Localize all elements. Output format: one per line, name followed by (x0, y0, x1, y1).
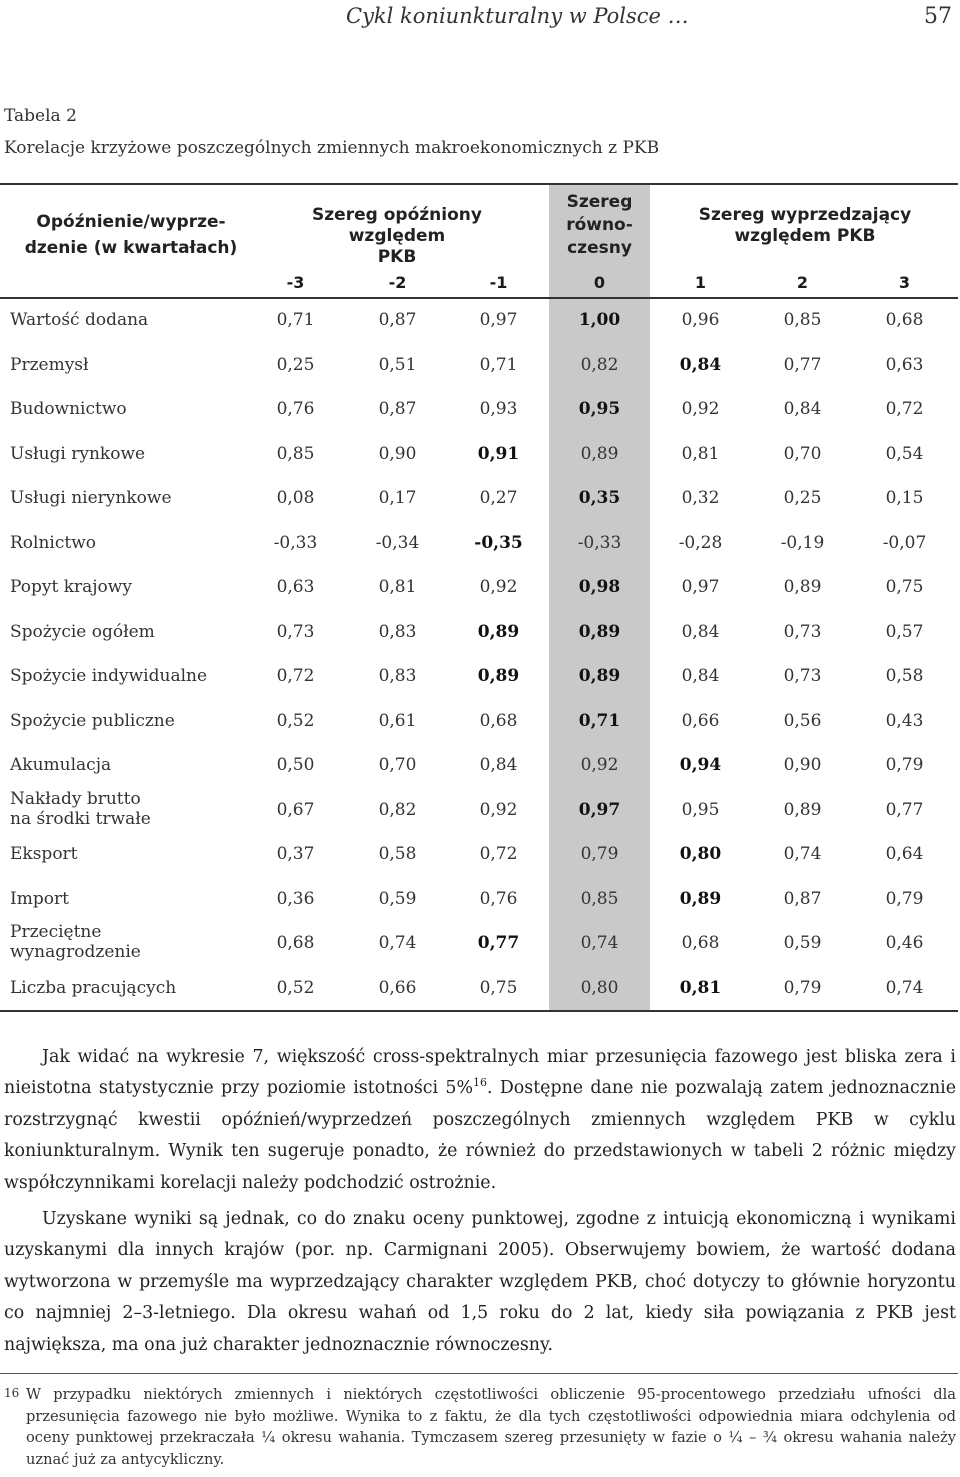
table-row (0, 833, 958, 877)
row-label: Liczba pracujących (10, 977, 177, 998)
correlation-cell: 0,87 (378, 399, 417, 419)
correlation-cell: 0,77 (783, 354, 822, 375)
correlation-cell: 0,89 (578, 666, 621, 686)
paragraph-1-continuation: . Dostępne dane nie pozwalają zatem jednoznacznie rozstrzygnąć kwestii opóźnień/wyprzedzeń poszczególnych zmiennych względem PKB w cyklu koniunkturalnym. Wynik ten sugeruje ponadto, że również do przedstawionych w tabeli 2 różnic między współczynnikami korelacji należy podchodzić ostrożnie. (4, 1078, 956, 1193)
correlation-cell: 0,89 (477, 621, 520, 642)
correlation-cell: 0,74 (580, 933, 619, 953)
correlation-cell: 0,76 (276, 399, 315, 419)
correlation-cell: 0,73 (276, 621, 315, 642)
row-label: Usługi rynkowe (10, 443, 146, 464)
correlation-cell: 0,36 (276, 888, 315, 909)
correlation-cell: 0,84 (681, 666, 720, 686)
correlation-cell: 0,87 (378, 310, 417, 330)
correlation-cell: 0,89 (578, 621, 621, 642)
correlation-cell: 0,35 (578, 488, 621, 508)
header-lagging-group: Szereg opóźniony względem PKB (312, 205, 482, 267)
correlation-cell: 0,71 (479, 354, 518, 375)
correlation-cell: 0,75 (885, 577, 924, 597)
lag-header: 3 (898, 273, 911, 292)
correlation-cell: 0,93 (479, 399, 518, 419)
correlation-cell: 0,96 (681, 310, 720, 330)
correlation-cell: 0,91 (477, 443, 520, 464)
correlation-cell: 0,79 (783, 977, 822, 998)
correlation-cell: 0,25 (276, 354, 315, 375)
page-number: 57 (924, 4, 952, 29)
correlation-cell: 0,89 (679, 888, 722, 909)
correlation-cell: 0,82 (378, 799, 417, 820)
correlation-cell: 0,17 (378, 488, 417, 508)
lag-header: -3 (286, 273, 305, 292)
correlation-cell: 0,83 (378, 621, 417, 642)
correlation-cell: 0,82 (580, 354, 619, 375)
correlation-cell: 0,51 (378, 354, 417, 375)
correlation-cell: 0,85 (276, 443, 315, 464)
correlation-cell: 0,52 (276, 710, 315, 731)
correlation-cell: 0,68 (276, 933, 315, 953)
correlation-cell: 0,92 (479, 577, 518, 597)
correlation-cell: 0,92 (681, 399, 720, 419)
correlation-cell: -0,07 (882, 532, 927, 553)
correlation-cell: 0,92 (580, 755, 619, 775)
paragraph-1-text: Jak widać na wykresie 7, większość cross-spektralnych miar przesunięcia fazowego jest bliska zera i nieistotna statystycznie przy poziomie istotności 5% (4, 1047, 956, 1099)
correlation-cell: 0,72 (885, 399, 924, 419)
correlation-cell: 0,92 (479, 799, 518, 820)
correlation-cell: 0,52 (276, 977, 315, 998)
correlation-cell: 0,08 (276, 488, 315, 508)
correlation-cell: 0,61 (378, 710, 417, 731)
correlation-cell: -0,34 (375, 532, 420, 553)
correlation-cell: 0,85 (783, 310, 822, 330)
correlation-cell: 0,81 (681, 443, 720, 464)
correlation-cell: -0,33 (273, 532, 318, 553)
correlation-cell: 0,97 (681, 577, 720, 597)
table-row (0, 967, 958, 1011)
header-coincident-group: Szereg równo- czesny (566, 192, 633, 258)
table-row (0, 299, 958, 343)
correlation-cell: -0,28 (678, 532, 723, 553)
row-label: Usługi nierynkowe (10, 488, 172, 508)
lag-header: 0 (593, 273, 606, 292)
correlation-cell: 0,66 (378, 977, 417, 998)
lag-header: 1 (694, 273, 707, 292)
lag-header: 2 (796, 273, 809, 292)
correlation-cell: 0,63 (885, 354, 924, 375)
correlation-cell: 0,27 (479, 488, 518, 508)
footnote-text: W przypadku niektórych zmiennych i niektórych częstotliwości obliczenie 95-procentowego przedziału ufności dla przesunięcia fazowego nie było możliwe. Wynika to z faktu, że dla tych częstotliwości odpowiednia miara odchylenia od oceny punktowej przekraczała ¼ okresu wahania. Tymczasem szereg przesunięty w fazie o ¼ – ¾ okresu wahania należy uznać już za antycykliczny. (26, 1386, 956, 1468)
correlation-cell: 0,68 (885, 310, 924, 330)
correlation-cell: 0,56 (783, 710, 822, 731)
footnote-ref: 16 (473, 1076, 487, 1090)
table-row (0, 789, 958, 833)
row-label: Rolnictwo (10, 532, 96, 553)
row-label: Eksport (10, 844, 78, 864)
row-label: Spożycie publiczne (10, 710, 175, 731)
correlation-cell: 0,74 (885, 977, 924, 998)
correlation-cell: 0,84 (783, 399, 822, 419)
row-label: Przeciętne wynagrodzenie (10, 922, 141, 962)
correlation-cell: 0,79 (580, 844, 619, 864)
correlation-cell: 0,71 (276, 310, 315, 330)
table-row (0, 744, 958, 788)
paragraph-1 (4, 1042, 956, 1199)
correlation-cell: 0,79 (885, 888, 924, 909)
correlation-cell: 0,58 (378, 844, 417, 864)
correlation-cell: 0,73 (783, 666, 822, 686)
correlation-cell: 1,00 (578, 310, 621, 330)
correlation-cell: 0,54 (885, 443, 924, 464)
header-leading-group: Szereg wyprzedzający względem PKB (698, 205, 912, 246)
correlation-cell: 0,58 (885, 666, 924, 686)
correlation-cell: 0,77 (477, 933, 520, 953)
correlation-cell: 0,37 (276, 844, 315, 864)
correlation-cell: 0,67 (276, 799, 315, 820)
correlation-cell: 0,32 (681, 488, 720, 508)
row-label: Popyt krajowy (10, 577, 132, 597)
correlation-cell: 0,95 (681, 799, 720, 820)
correlation-cell: 0,81 (378, 577, 417, 597)
correlation-cell: 0,70 (378, 755, 417, 775)
table-row (0, 344, 958, 388)
correlation-cell: 0,64 (885, 844, 924, 864)
row-label: Przemysł (10, 354, 89, 375)
correlation-cell: 0,63 (276, 577, 315, 597)
correlation-cell: -0,33 (577, 532, 622, 553)
lag-header: -1 (489, 273, 508, 292)
lag-header: -2 (388, 273, 407, 292)
correlation-cell: 0,94 (679, 755, 722, 775)
row-label: Akumulacja (10, 755, 112, 775)
table-title: Korelacje krzyżowe poszczególnych zmiennych makroekonomicznych z PKB (4, 138, 660, 158)
correlation-cell: 0,72 (479, 844, 518, 864)
correlation-cell: 0,70 (783, 443, 822, 464)
correlation-cell: 0,87 (783, 888, 822, 909)
table-row (0, 522, 958, 566)
correlation-cell: 0,68 (479, 710, 518, 731)
correlation-cell: 0,84 (681, 621, 720, 642)
correlation-cell: 0,83 (378, 666, 417, 686)
table-row (0, 655, 958, 699)
correlation-cell: 0,46 (885, 933, 924, 953)
correlation-cell: 0,59 (378, 888, 417, 909)
row-label: Nakłady brutto na środki trwałe (10, 788, 151, 829)
table-bottom-rule (0, 1010, 958, 1012)
paragraph-2: Uzyskane wyniki są jednak, co do znaku oceny punktowej, zgodne z intuicją ekonomiczną i wynikami uzyskanymi dla innych krajów (por. np. Carmignani 2005). Obserwujemy bowiem, że wartość dodana wytworzona w przemyśle ma wyprzedzający charakter względem PKB, choć dotyczy to głównie horyzontu co najmniej 2–3-letniego. Dla okresu wahań od 1,5 roku do 2 lat, kiedy siła powiązania z PKB jest największa, ma ona już charakter jednoznacznie równoczesny. (4, 1209, 956, 1355)
correlation-cell: 0,68 (681, 933, 720, 953)
table-top-rule (0, 183, 958, 185)
correlation-cell: 0,89 (783, 577, 822, 597)
correlation-cell: 0,66 (681, 710, 720, 731)
table-label: Tabela 2 (4, 106, 77, 126)
correlation-cell: 0,85 (580, 888, 619, 909)
row-label: Import (10, 888, 69, 909)
running-header (0, 4, 960, 34)
correlation-cell: 0,50 (276, 755, 315, 775)
table-row (0, 477, 958, 521)
correlation-cell: 0,80 (679, 844, 722, 864)
correlation-cell: 0,84 (679, 354, 722, 375)
correlation-cell: 0,77 (885, 799, 924, 820)
correlation-cell: 0,25 (783, 488, 822, 508)
correlation-cell: 0,95 (578, 399, 621, 419)
correlation-cell: 0,89 (477, 666, 520, 686)
correlation-cell: 0,89 (783, 799, 822, 820)
correlation-cell: 0,98 (578, 577, 621, 597)
footnote-rule (0, 1373, 958, 1374)
row-label: Spożycie ogółem (10, 621, 155, 642)
correlation-cell: 0,57 (885, 621, 924, 642)
correlation-cell: 0,74 (378, 933, 417, 953)
correlation-cell: 0,72 (276, 666, 315, 686)
table-row (0, 566, 958, 610)
header-lag-label: Opóźnienie/wyprze- dzenie (w kwartałach) (24, 212, 238, 258)
footnote-number: 16 (4, 1386, 20, 1400)
correlation-cell: 0,76 (479, 888, 518, 909)
row-label: Budownictwo (10, 399, 127, 419)
correlation-cell: -0,19 (780, 532, 825, 553)
correlation-cell: 0,15 (885, 488, 924, 508)
correlation-cell: 0,84 (479, 755, 518, 775)
table-row (0, 700, 958, 744)
correlation-cell: 0,43 (885, 710, 924, 731)
running-title: Cykl koniunkturalny w Polsce … (346, 4, 689, 28)
correlation-cell: 0,75 (479, 977, 518, 998)
correlation-cell: 0,73 (783, 621, 822, 642)
correlation-cell: 0,71 (578, 710, 621, 731)
table-row (0, 611, 958, 655)
correlation-cell: 0,90 (783, 755, 822, 775)
correlation-cell: 0,59 (783, 933, 822, 953)
lag-header-row (0, 271, 958, 297)
correlation-cell: 0,97 (479, 310, 518, 330)
table-row (0, 433, 958, 477)
correlation-cell: -0,35 (474, 532, 523, 553)
correlation-cell: 0,81 (679, 977, 722, 998)
correlation-cell: 0,89 (580, 443, 619, 464)
correlation-cell: 0,97 (578, 799, 621, 820)
correlation-cell: 0,90 (378, 443, 417, 464)
row-label: Wartość dodana (10, 310, 149, 330)
table-row (0, 922, 958, 966)
table-row (0, 388, 958, 432)
correlation-cell: 0,74 (783, 844, 822, 864)
table-row (0, 878, 958, 922)
correlation-cell: 0,80 (580, 977, 619, 998)
row-label: Spożycie indywidualne (10, 666, 208, 686)
correlation-cell: 0,79 (885, 755, 924, 775)
